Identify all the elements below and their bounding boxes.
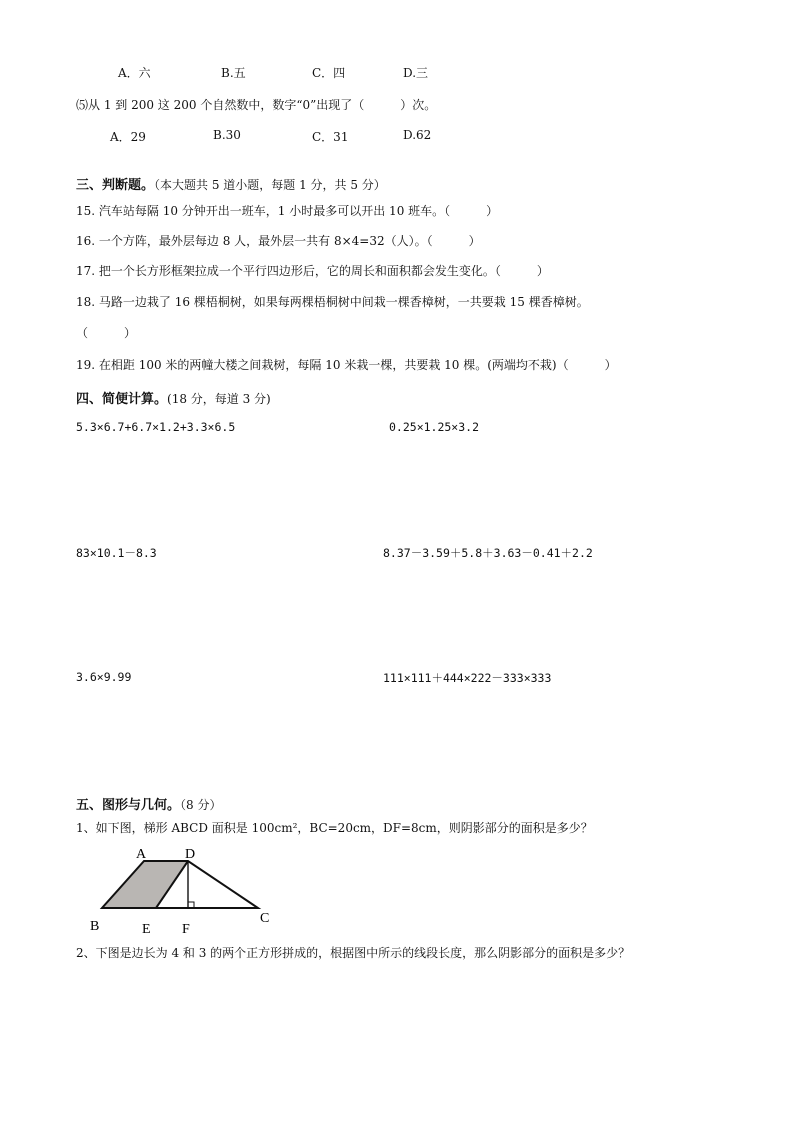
geometry-question-2: 2、下图是边长为 4 和 3 的两个正方形拼成的，根据图中所示的线段长度，那么阴影部分的面积是多少？ <box>76 946 631 960</box>
calc-problem-5: 3.6×9.99 <box>76 670 132 684</box>
label-e: E <box>142 922 151 937</box>
trapezoid-figure <box>84 842 284 938</box>
judgment-item-17: 17. 把一个长方形框架拉成一个平行四边形后，它的周长和面积都会发生变化。（ ） <box>76 264 549 278</box>
calc-problem-3: 83×10.1－8.3 <box>76 546 157 560</box>
q5-option-c: C．31 <box>312 130 349 144</box>
geometry-question-1: 1、如下图，梯形 ABCD 面积是 100cm²，BC=20cm，DF=8cm，则阴影部分的面积是多少？ <box>76 821 593 835</box>
section-5-note: （8 分） <box>180 798 222 812</box>
calc-problem-1: 5.3×6.7+6.7×1.2+3.3×6.5 <box>76 420 236 434</box>
section-3-title: 三、判断题。 <box>76 178 155 193</box>
judgment-item-16: 16. 一个方阵，最外层每边 8 人，最外层一共有 8×4=32（人）。（ ） <box>76 234 481 248</box>
label-f: F <box>182 922 190 937</box>
label-a: A <box>136 847 147 862</box>
section-3-heading <box>76 174 386 193</box>
section-4-title: 四、简便计算。 <box>76 392 168 407</box>
label-b: B <box>90 919 100 934</box>
calc-problem-2: 0.25×1.25×3.2 <box>389 420 480 434</box>
section-4-note: (18 分，每道 3 分) <box>167 392 271 406</box>
q5-option-a: A．29 <box>110 130 146 144</box>
section-3-note: （本大题共 5 道小题，每题 1 分，共 5 分） <box>154 178 386 192</box>
option-b: B.五 <box>221 66 246 80</box>
question-5-text: ⑸从 1 到 200 这 200 个自然数中，数字“0”出现了（ ）次。 <box>76 98 437 112</box>
label-d: D <box>185 847 196 862</box>
calc-problem-6: 111×111＋444×222－333×333 <box>383 671 552 685</box>
calc-problem-4: 8.37－3.59＋5.8＋3.63－0.41＋2.2 <box>383 546 593 560</box>
shaded-parallelogram <box>102 861 188 908</box>
judgment-item-18-blank: （ ） <box>76 326 137 340</box>
judgment-item-19: 19. 在相距 100 米的两幢大楼之间栽树，每隔 10 米栽一棵，共要栽 10 棵。(两端均不栽)（ ） <box>76 358 617 372</box>
option-d: D.三 <box>403 66 429 80</box>
q5-option-d: D.62 <box>403 128 432 142</box>
section-5-heading <box>76 794 221 813</box>
judgment-item-18: 18. 马路一边栽了 16 棵梧桐树，如果每两棵梧桐树中间栽一棵香樟树，一共要栽 15 棵香樟树。 <box>76 295 589 309</box>
judgment-item-15: 15. 汽车站每隔 10 分钟开出一班车，1 小时最多可以开出 10 班车。（ ） <box>76 204 499 218</box>
label-c: C <box>260 911 270 926</box>
q5-option-b: B.30 <box>213 128 241 142</box>
option-a: A．六 <box>118 66 151 80</box>
option-c: C．四 <box>312 66 346 80</box>
section-4-heading <box>76 388 271 407</box>
section-5-title: 五、图形与几何。 <box>76 798 181 813</box>
